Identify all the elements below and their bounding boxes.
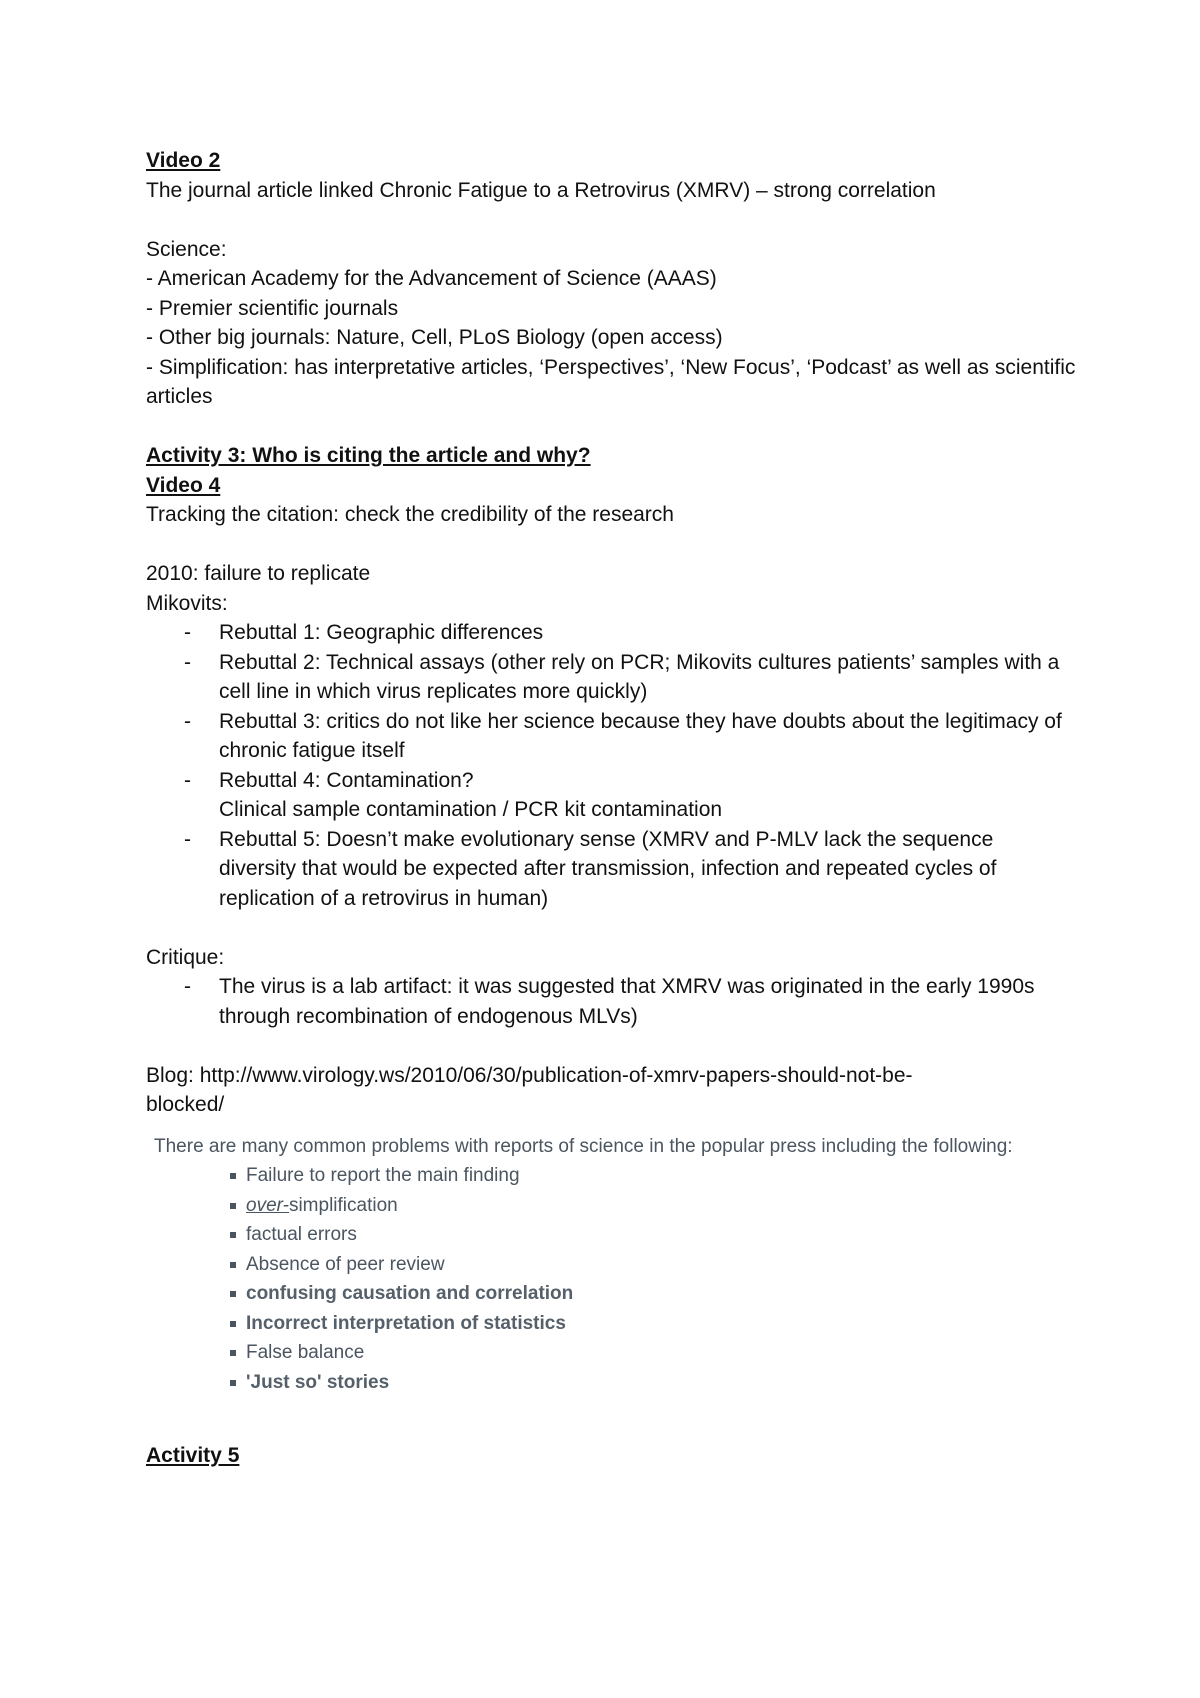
press-problem-text: Absence of peer review [246, 1253, 445, 1275]
document-body [146, 146, 1076, 1471]
press-problem-list [154, 1161, 1076, 1397]
video2-heading: Video 2 [146, 149, 221, 172]
replication-year-line: 2010: failure to replicate [146, 562, 371, 585]
rebuttal-item [146, 766, 1076, 825]
spacer [146, 1397, 1076, 1441]
press-problem-item [154, 1191, 1076, 1221]
video4-summary: Tracking the citation: check the credibility of the research [146, 503, 674, 526]
spacer [146, 412, 1076, 442]
critique-label: Critique: [146, 945, 225, 969]
square-bullet-icon [230, 1321, 236, 1327]
press-problem-text: confusing causation and correlation [246, 1283, 574, 1304]
square-bullet-icon [230, 1203, 236, 1209]
rebuttal-item [146, 618, 1076, 648]
rebuttal-text: Rebuttal 4: Contamination? [219, 768, 474, 792]
science-item: - Other big journals: Nature, Cell, PLoS Biology (open access) [146, 326, 723, 349]
press-problems-excerpt [154, 1132, 1076, 1398]
video4-heading: Video 4 [146, 473, 221, 497]
press-problem-text: simplification [288, 1194, 398, 1216]
square-bullet-icon [230, 1173, 236, 1179]
dash-marker: - [184, 621, 191, 644]
blog-label: Blog: [146, 1063, 194, 1087]
press-problem-item [154, 1309, 1076, 1339]
blog-url[interactable]: http://www.virology.ws/2010/06/30/publication-of-xmrv-papers-should-not-be- [199, 1063, 913, 1087]
press-problem-item [154, 1161, 1076, 1191]
spacer [146, 530, 1076, 560]
critique-item [146, 972, 1076, 1031]
video2-summary: The journal article linked Chronic Fatigue to a Retrovirus (XMRV) – strong correlation [146, 178, 936, 202]
science-item: - American Academy for the Advancement of Science (AAAS) [146, 267, 717, 290]
square-bullet-icon [230, 1350, 236, 1356]
dash-marker: - [184, 827, 191, 851]
critique-text: The virus is a lab artifact: it was suggested that XMRV was originated in the early 1990s through recombination of endogenous MLVs) [219, 975, 1035, 1028]
dash-marker: - [184, 650, 191, 674]
dash-marker: - [184, 768, 191, 792]
activity3-heading: Activity 3: Who is citing the article and why? [146, 444, 591, 467]
rebuttal-item [146, 648, 1076, 707]
science-item: - Simplification: has interpretative articles, ‘Perspectives’, ‘New Focus’, ‘Podcast’ as well as scientific articles [146, 355, 1076, 408]
square-bullet-icon [230, 1262, 236, 1268]
critique-list [146, 972, 1076, 1031]
square-bullet-icon [230, 1232, 236, 1238]
press-problem-item [154, 1279, 1076, 1309]
press-problem-text: Incorrect interpretation of statistics [246, 1312, 566, 1334]
press-problem-item [154, 1368, 1076, 1398]
rebuttal-text: Rebuttal 2: Technical assays (other rely on PCR; Mikovits cultures patients’ samples with a cell line in which virus replicates more quickly) [219, 650, 1060, 703]
press-problem-item [154, 1338, 1076, 1368]
rebuttal-text: Rebuttal 5: Doesn’t make evolutionary sense (XMRV and P-MLV lack the sequence diversity that would be expected after transmission, infection and repeated cycles of replication of a retrovirus in human) [219, 827, 997, 910]
square-bullet-icon [230, 1380, 236, 1386]
press-intro: There are many common problems with reports of science in the popular press including the following: [154, 1135, 1013, 1157]
rebuttal-4-detail: Clinical sample contamination / PCR kit contamination [219, 798, 723, 821]
over-link[interactable]: over- [246, 1194, 289, 1216]
rebuttal-item [146, 707, 1076, 766]
spacer [146, 913, 1076, 943]
science-label: Science: [146, 237, 227, 261]
press-problem-text: factual errors [246, 1224, 357, 1245]
press-problem-item [154, 1220, 1076, 1250]
rebuttal-text: Rebuttal 3: critics do not like her science because they have doubts about the legitimacy of chronic fatigue itself [219, 709, 1062, 762]
dash-marker: - [184, 975, 191, 998]
rebuttal-list [146, 618, 1076, 913]
replication-person: Mikovits: [146, 591, 228, 615]
science-item: - Premier scientific journals [146, 296, 399, 320]
blog-url-continued[interactable]: blocked/ [146, 1093, 225, 1116]
square-bullet-icon [230, 1291, 236, 1297]
spacer [146, 205, 1076, 235]
activity5-heading: Activity 5 [146, 1444, 240, 1467]
rebuttal-item [146, 825, 1076, 914]
press-problem-text: Failure to report the main finding [246, 1165, 520, 1186]
press-problem-text: 'Just so' stories [246, 1371, 390, 1393]
press-problem-item [154, 1250, 1076, 1280]
spacer [146, 1031, 1076, 1061]
rebuttal-text: Rebuttal 1: Geographic differences [219, 621, 544, 644]
dash-marker: - [184, 709, 191, 733]
blog-line [146, 1061, 1076, 1091]
press-problem-text: False balance [246, 1342, 365, 1363]
